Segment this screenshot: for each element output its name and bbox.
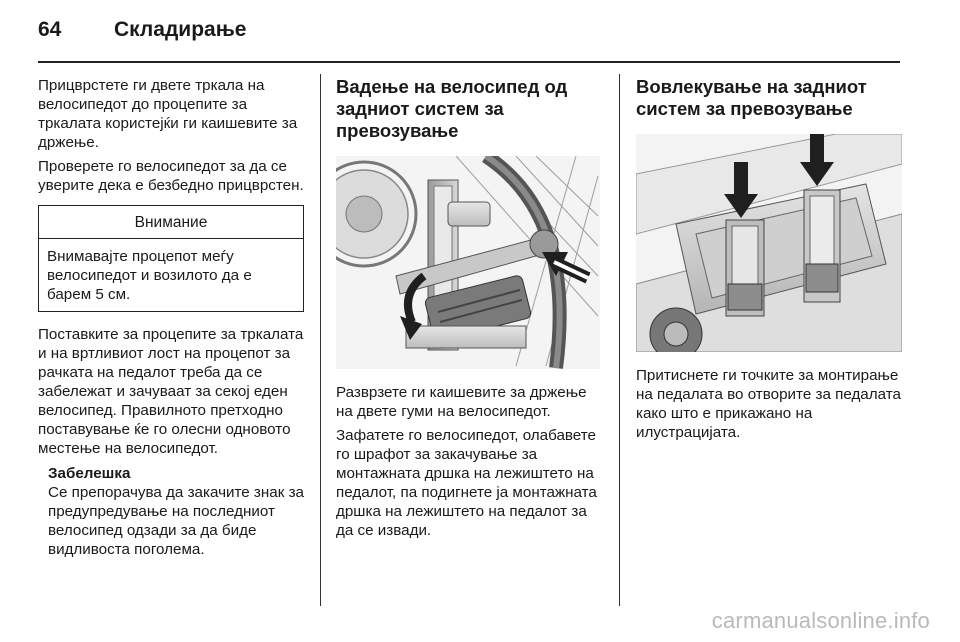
page-header	[38, 18, 246, 52]
page-number: 64	[38, 18, 62, 41]
column-divider-2	[619, 74, 620, 606]
paragraph-press-mounting-points: Притиснете ги точките за монтирање на педалата во отворите за педалата како што е прикажано на илустрацијата.	[636, 367, 901, 441]
note-body: Се препорачува да закачите знак за предупредување на последниот велосипед одзади за да биде видливоста поголема.	[48, 484, 304, 558]
column-2	[336, 76, 606, 545]
warning-box	[38, 205, 304, 312]
section-title: Складирање	[114, 18, 247, 41]
paragraph-attach-wheels: Прицврстете ги двете тркала на велосипедот до процепите за тркалата користејќи ги каишевите за држење.	[38, 77, 298, 151]
column-1	[38, 76, 304, 559]
retract-carrier-drawing	[636, 134, 902, 352]
heading-remove-bike: Вадење на велосипед од задниот систем за превозување	[336, 76, 568, 141]
heading-retract-carrier: Вовлекување на задниот систем за превозување	[636, 76, 867, 119]
pedal-holder-drawing	[336, 156, 600, 369]
header-rule	[38, 61, 900, 63]
note-title: Забелешка	[48, 465, 131, 482]
paragraph-settings: Поставките за процепите за тркалата и на вртливиот лост на процепот за рачката на педалот треба да се забележат и зачуваат за секој еден велосипед. Правилното претходно поставување ќе го олесни одновото местење на велосипедот.	[38, 326, 304, 457]
column-3	[636, 76, 902, 447]
paragraph-remove-pedal-holder: Зафатете го велосипедот, олабавете го шрафот за закачување за монтажната дршка на лежиштето на педалот, па подигнете ја монтажната дршка на лежиштето на педалот за да се извади.	[336, 427, 597, 539]
warning-body: Внимавајте процепот меѓу велосипедот и возилото да е барем 5 см.	[47, 248, 252, 303]
paragraph-release-straps: Разврзете ги каишевите за држење на двете гуми на велосипедот.	[336, 384, 587, 420]
column-divider-1	[320, 74, 321, 606]
paragraph-check-bike: Проверете го велосипедот за да се уверите дека е безбедно прицврстен.	[38, 158, 304, 194]
illustration-retract-carrier	[636, 134, 902, 352]
note-block	[48, 464, 304, 559]
warning-title: Внимание	[39, 206, 303, 239]
illustration-pedal-holder	[336, 156, 600, 369]
watermark: carmanualsonline.info	[711, 608, 930, 633]
